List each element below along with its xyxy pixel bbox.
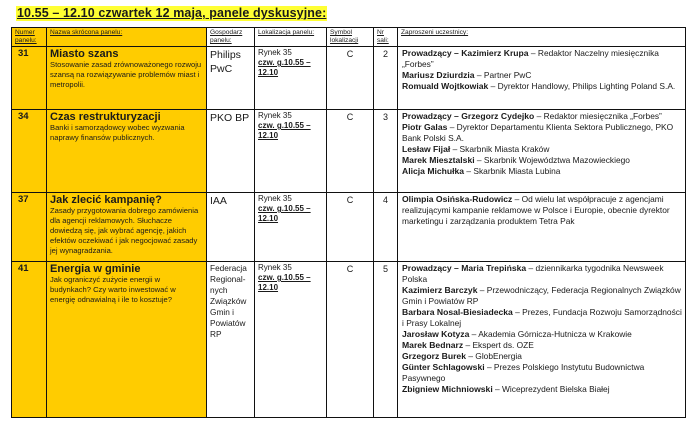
panel-description: Banki i samorządowcy wobec wyzwania naprawy finansów publicznych. (50, 123, 185, 142)
header-name: Nazwa skrócona panelu: (47, 28, 207, 47)
invited-guests (398, 110, 686, 193)
location-symbol: C (327, 47, 374, 110)
panel-description: Zasady przygotowania dobrego zamówienia dla agencji reklamowych. Słuchacze dowiedzą się, jak wybrać agencję, jakich efektów oczekiwać i jak negocjować zasady jej wynagradzania. (50, 206, 199, 255)
guest-role: – Od wielu lat współpracuje z agencjami realizującymi kampanie reklamowe w Polsce i Europie, obecnie dyrektor marketingu i zarządzania produktem Tetra Pak (402, 194, 670, 226)
invited-guests (398, 262, 686, 418)
guest-name: Kazimierz Barczyk (402, 285, 478, 295)
guest-name: Barbara Nosal-Biesiadecka (402, 307, 513, 317)
guest-name: Marek Miesztalski (402, 155, 475, 165)
table-row (12, 110, 686, 193)
guest-entry (402, 81, 682, 92)
panel-location (255, 262, 327, 418)
panel-title: Miasto szans (50, 48, 119, 60)
panel-title: Energia w gminie (50, 263, 141, 275)
guest-entry (402, 48, 682, 70)
panel-number: 37 (12, 193, 47, 262)
guest-entry (402, 111, 682, 122)
guest-entry (402, 329, 682, 340)
guest-role: – Przewodniczący, Federacja Regionalnych Związków Gmin i Powiatów RP (402, 285, 681, 306)
guest-entry (402, 340, 682, 351)
panel-location (255, 47, 327, 110)
panel-host: Federacja Regional-nych Związków Gmin i Powiatów RP (207, 262, 255, 418)
panel-description: Jak ograniczyć zużycie energii w budynkach? Czy warto inwestować w energię odnawialną i ile to kosztuje? (50, 275, 176, 304)
invited-guests (398, 47, 686, 110)
guest-name: Prowadzący – Kazimierz Krupa (402, 48, 529, 58)
guest-entry (402, 144, 682, 155)
guest-name: Marek Bednarz (402, 340, 464, 350)
guest-role: – Ekspert ds. OZE (463, 340, 534, 350)
location-time: czw. g.10.55 – 12.10 (258, 58, 311, 77)
guest-role: – Dyrektor Handlowy, Philips Lighting Poland S.A. (488, 81, 676, 91)
guest-name: Alicja Michułka (402, 166, 465, 176)
location-address: Rynek 35 (258, 263, 292, 272)
guest-role: – Partner PwC (474, 70, 532, 80)
header-number: Numer panelu: (12, 28, 47, 47)
location-address: Rynek 35 (258, 48, 292, 57)
table-row (12, 47, 686, 110)
room-number: 5 (374, 262, 398, 418)
guest-entry (402, 263, 682, 285)
room-number: 2 (374, 47, 398, 110)
guest-name: Prowadzący – Maria Trepińska (402, 263, 527, 273)
guest-entry (402, 351, 682, 362)
guest-entry (402, 194, 682, 227)
room-number: 4 (374, 193, 398, 262)
location-symbol: C (327, 193, 374, 262)
location-address: Rynek 35 (258, 194, 292, 203)
document-title: 10.55 – 12.10 czwartek 12 maja, panele dyskusyjne: (17, 6, 327, 20)
guest-name: Grzegorz Burek (402, 351, 466, 361)
table-header-row (12, 28, 686, 47)
panel-name-cell (47, 110, 207, 193)
location-symbol: C (327, 110, 374, 193)
guest-role: – Prezes Polskiego Instytutu Budownictwa Pasywnego (402, 362, 645, 383)
guest-entry (402, 285, 682, 307)
guest-entry (402, 70, 682, 81)
panel-name-cell (47, 262, 207, 418)
location-time: czw. g.10.55 – 12.10 (258, 273, 311, 292)
guest-name: Günter Schlagowski (402, 362, 485, 372)
guest-entry (402, 166, 682, 177)
guest-role: – Dyrektor Departamentu Klienta Sektora Publicznego, PKO Bank Polski S.A. (402, 122, 674, 143)
panel-name-cell (47, 193, 207, 262)
panel-description: Stosowanie zasad zrównoważonego rozwoju szansą na rozwiązywanie problemów miast i metropolii. (50, 60, 202, 89)
guest-role: – Skarbnik Miasta Lubina (464, 166, 561, 176)
guest-role: – Skarbnik Województwa Mazowieckiego (474, 155, 630, 165)
location-address: Rynek 35 (258, 111, 292, 120)
guest-role: – Redaktor Naczelny miesięcznika „Forbes” (402, 48, 659, 69)
panel-title: Jak zlecić kampanię? (50, 194, 162, 206)
panel-host: Philips PwC (207, 47, 255, 110)
guest-name: Mariusz Dziurdzia (402, 70, 475, 80)
panel-location (255, 110, 327, 193)
guest-name: Piotr Galas (402, 122, 448, 132)
panel-name-cell (47, 47, 207, 110)
guest-name: Romuald Wojtkowiak (402, 81, 489, 91)
panel-title: Czas restrukturyzacji (50, 111, 161, 123)
guest-entry (402, 362, 682, 384)
location-time: czw. g.10.55 – 12.10 (258, 121, 311, 140)
guest-role: – dziennikarka tygodnika Newsweek Polska (402, 263, 664, 284)
guest-name: Jarosław Kotyza (402, 329, 470, 339)
panel-number: 31 (12, 47, 47, 110)
guest-role: – Akademia Górnicza-Hutnicza w Krakowie (469, 329, 632, 339)
header-guests: Zaproszeni uczestnicy: (398, 28, 686, 47)
panel-host: PKO BP (207, 110, 255, 193)
location-time: czw. g.10.55 – 12.10 (258, 204, 311, 223)
panels-table (11, 27, 686, 418)
guest-entry (402, 307, 682, 329)
guest-entry (402, 384, 682, 395)
guest-role: – Redaktor miesięcznika „Forbes” (534, 111, 662, 121)
header-location: Lokalizacja panelu: (255, 28, 327, 47)
guest-name: Zbigniew Michniowski (402, 384, 493, 394)
table-row (12, 262, 686, 418)
invited-guests (398, 193, 686, 262)
header-host: Gospodarz panelu: (207, 28, 255, 47)
header-room: Nr sali: (374, 28, 398, 47)
guest-role: – Prezes, Fundacja Rozwoju Samorządności i Prasy Lokalnej (402, 307, 682, 328)
guest-name: Lesław Fijał (402, 144, 451, 154)
guest-role: – GlobEnergia (466, 351, 522, 361)
panel-number: 41 (12, 262, 47, 418)
guest-entry (402, 122, 682, 144)
room-number: 3 (374, 110, 398, 193)
guest-name: Olimpia Osińska-Rudowicz (402, 194, 513, 204)
panel-location (255, 193, 327, 262)
guest-entry (402, 155, 682, 166)
panel-host: IAA (207, 193, 255, 262)
guest-name: Prowadzący – Grzegorz Cydejko (402, 111, 535, 121)
location-symbol: C (327, 262, 374, 418)
guest-role: – Wiceprezydent Bielska Białej (492, 384, 610, 394)
table-row (12, 193, 686, 262)
header-symbol: Symbol lokalizacji (327, 28, 374, 47)
panel-number: 34 (12, 110, 47, 193)
guest-role: – Skarbnik Miasta Kraków (450, 144, 550, 154)
